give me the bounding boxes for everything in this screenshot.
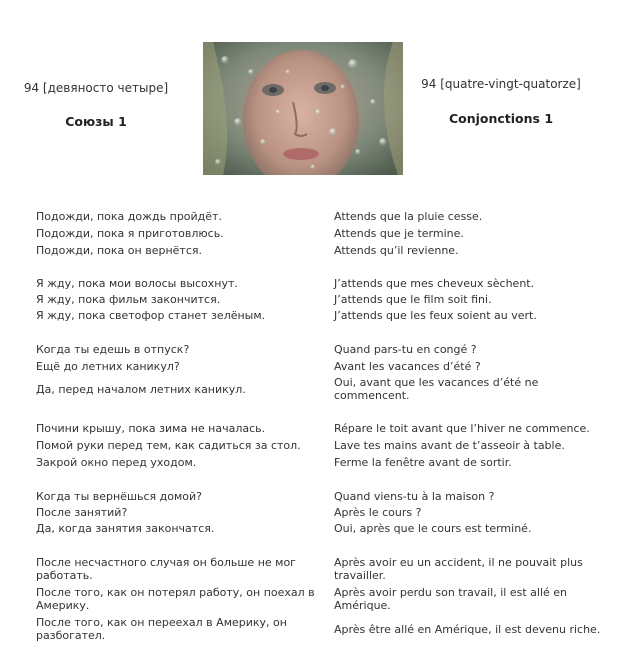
lesson-number-fr: 94 [quatre-vingt-quatorze] (421, 77, 581, 91)
phrase-row (36, 504, 606, 520)
phrase-row (36, 584, 606, 614)
phrase-row (36, 341, 606, 358)
phrase-ru: После несчастного случая он больше не мог работать. (36, 556, 296, 582)
phrase-ru: Ещё до летних каникул? (36, 360, 180, 373)
phrase-row (36, 275, 606, 291)
phrase-row (36, 208, 606, 225)
lesson-photo (203, 42, 403, 175)
phrase-ru: После того, как он переехал в Америку, он разбогател. (36, 616, 287, 642)
phrase-row (36, 225, 606, 242)
phrase-fr: Oui, après que le cours est terminé. (334, 521, 532, 535)
phrase-fr: Après avoir perdu son travail, il est allé en Amérique. (334, 586, 568, 612)
phrase-ru: Подожди, пока дождь пройдёт. (36, 210, 222, 223)
phrase-table (36, 208, 606, 644)
phrase-ru: Когда ты вернёшься домой? (36, 489, 203, 503)
phrase-fr: Quand pars-tu en congé ? (334, 343, 477, 356)
phrase-fr: Avant les vacances d’été ? (334, 360, 481, 373)
phrase-fr: Après le cours ? (334, 505, 422, 519)
phrase-row (36, 307, 606, 323)
phrase-fr: Après être allé en Amérique, il est devenu riche. (334, 622, 601, 636)
phrase-fr: J’attends que les feux soient au vert. (334, 308, 537, 322)
phrase-ru: Я жду, пока мои волосы высохнут. (36, 276, 238, 290)
phrase-fr: Après avoir eu un accident, il ne pouvait plus travailler. (334, 556, 583, 582)
phrase-fr: J’attends que le film soit fini. (334, 292, 492, 306)
girl-behind-wet-glass-image (203, 42, 403, 175)
lesson-number-ru: 94 [девяносто четыре] (23, 81, 169, 95)
lesson-title-ru: Союзы 1 (65, 114, 127, 129)
phrase-fr: Oui, avant que les vacances d’été ne commencent. (334, 376, 539, 402)
phrase-ru: Я жду, пока светофор станет зелёным. (36, 308, 266, 322)
phrase-ru: Подожди, пока он вернётся. (36, 244, 202, 257)
phrase-ru: После того, как он потерял работу, он поехал в Америку. (36, 586, 315, 612)
phrase-fr: Attends que la pluie cesse. (334, 210, 483, 223)
phrase-ru: Помой руки перед тем, как садиться за стол. (36, 439, 301, 452)
phrase-ru: Я жду, пока фильм закончится. (36, 292, 221, 306)
phrase-ru: Подожди, пока я приготовлюсь. (36, 227, 224, 240)
phrase-fr: Répare le toit avant que l’hiver ne commence. (334, 422, 590, 435)
phrase-fr: Ferme la fenêtre avant de sortir. (334, 456, 512, 469)
phrase-row (36, 614, 606, 644)
phrase-ru: Когда ты едешь в отпуск? (36, 343, 190, 356)
phrase-row (36, 488, 606, 504)
phrase-ru: Да, когда занятия закончатся. (36, 521, 215, 535)
phrase-ru: Почини крышу, пока зима не началась. (36, 422, 266, 435)
phrase-row (36, 454, 606, 471)
phrase-row (36, 554, 606, 584)
phrase-row (36, 358, 606, 375)
phrase-fr: J’attends que mes cheveux sèchent. (334, 276, 535, 290)
header-right (410, 76, 592, 126)
header-left (0, 80, 192, 129)
phrase-ru: Закрой окно перед уходом. (36, 456, 197, 469)
phrase-row (36, 242, 606, 259)
phrase-ru: После занятий? (36, 505, 128, 519)
phrase-row (36, 520, 606, 536)
phrase-fr: Quand viens-tu à la maison ? (334, 489, 495, 503)
phrase-fr: Lave tes mains avant de t’asseoir à table. (334, 439, 565, 452)
phrase-row (36, 420, 606, 437)
phrase-row (36, 375, 606, 403)
phrase-ru: Да, перед началом летних каникул. (36, 382, 246, 396)
phrase-fr: Attends qu’il revienne. (334, 244, 459, 257)
lesson-title-fr: Conjonctions 1 (448, 111, 554, 126)
phrase-row (36, 437, 606, 454)
phrase-row (36, 291, 606, 307)
phrase-fr: Attends que je termine. (334, 227, 464, 240)
